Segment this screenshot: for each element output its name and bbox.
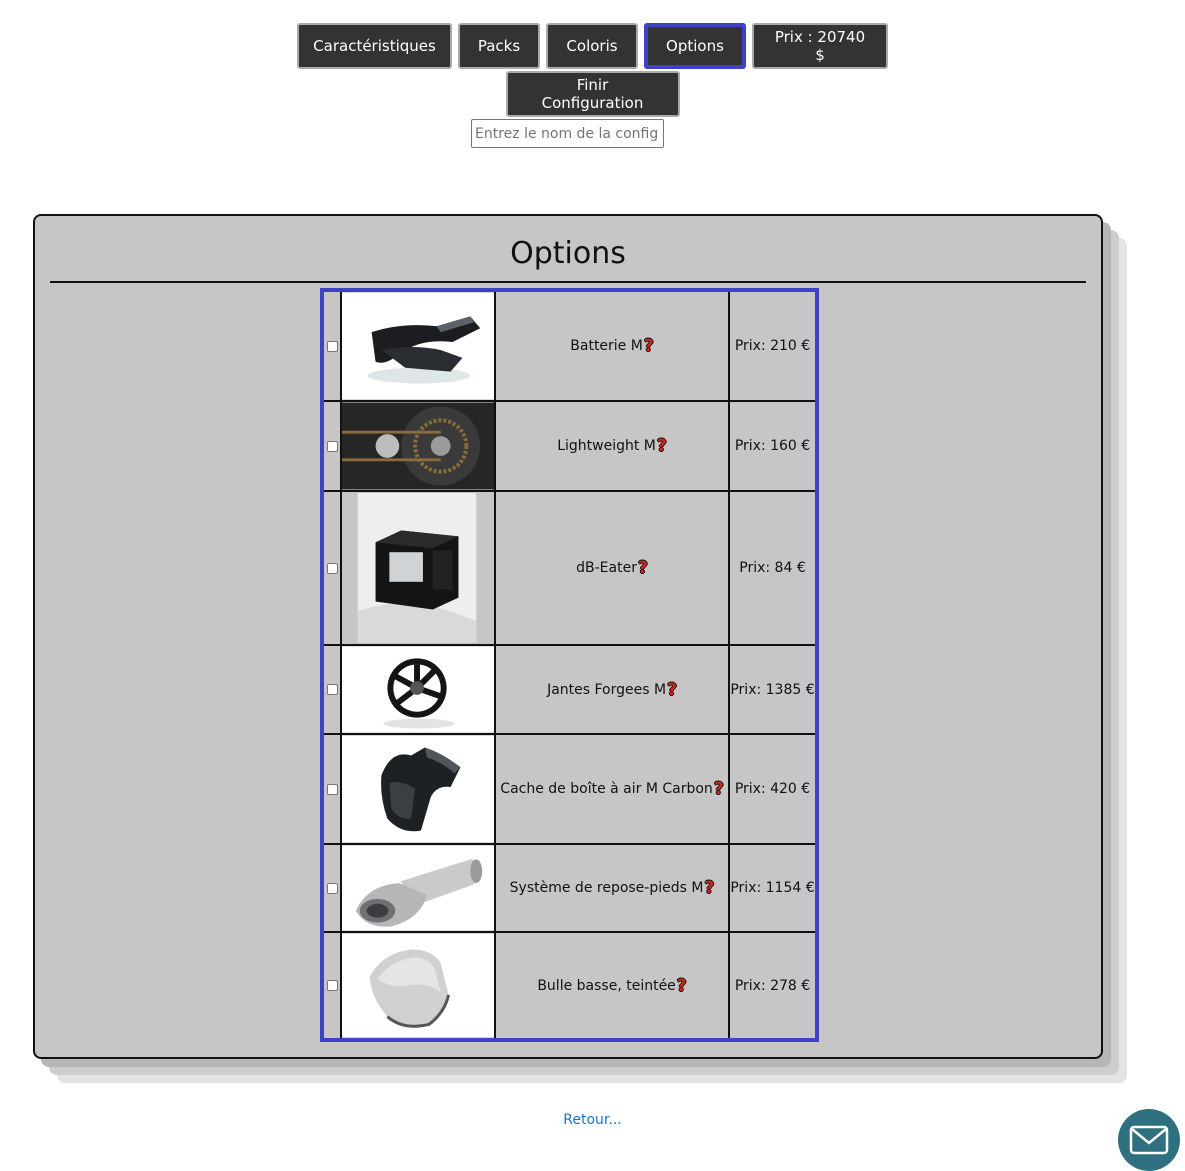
title-divider — [50, 281, 1086, 283]
rear-wheel-chain-icon — [342, 402, 494, 490]
forged-wheel-icon — [342, 646, 494, 733]
option-image — [342, 933, 496, 1038]
battery-icon — [342, 492, 494, 644]
help-icon[interactable]: ? — [667, 679, 677, 700]
table-row — [324, 402, 815, 492]
table-row — [324, 492, 815, 646]
option-checkbox[interactable] — [327, 883, 338, 894]
option-price: Prix: 210 € — [734, 338, 811, 354]
contact-button[interactable] — [1118, 1109, 1180, 1171]
carbon-cover-icon — [342, 735, 494, 843]
help-icon[interactable]: ? — [713, 779, 724, 799]
fairing-part-icon — [342, 292, 494, 400]
option-checkbox[interactable] — [327, 684, 338, 695]
option-name: Lightweight M — [557, 438, 656, 454]
mail-icon — [1129, 1125, 1169, 1155]
options-table — [320, 288, 819, 1042]
option-checkbox[interactable] — [327, 784, 338, 795]
option-checkbox[interactable] — [327, 441, 338, 452]
option-price: Prix: 278 € — [734, 977, 811, 994]
windscreen-icon — [342, 933, 494, 1038]
features-button[interactable]: Caractéristiques — [297, 23, 452, 69]
config-name-input[interactable] — [471, 119, 664, 148]
packs-button[interactable]: Packs — [458, 23, 540, 69]
top-nav — [0, 23, 1185, 69]
option-image — [342, 292, 496, 400]
option-price: Prix: 84 € — [739, 560, 806, 576]
option-price: Prix: 1154 € — [730, 880, 815, 896]
price-button[interactable]: Prix : 20740 $ — [752, 23, 888, 69]
option-price: Prix: 420 € — [734, 781, 811, 797]
option-image — [342, 492, 496, 644]
options-panel — [33, 214, 1103, 1059]
help-icon[interactable]: ? — [656, 436, 667, 456]
option-checkbox[interactable] — [327, 563, 338, 574]
panel-title: Options — [510, 236, 626, 271]
option-checkbox[interactable] — [327, 980, 338, 991]
options-button[interactable]: Options — [644, 23, 746, 69]
help-icon[interactable]: ? — [637, 558, 648, 578]
option-price: Prix: 160 € — [734, 438, 811, 454]
table-row — [324, 292, 815, 402]
option-name: Bulle basse, teintée — [537, 977, 676, 994]
option-name: Jantes Forgees M — [547, 681, 667, 698]
exhaust-pipe-icon — [342, 845, 494, 931]
option-name: Cache de boîte à air M Carbon — [500, 781, 713, 797]
back-link[interactable]: Retour... — [563, 1112, 622, 1128]
option-name: Système de repose-pieds M — [509, 880, 704, 896]
help-icon[interactable]: ? — [676, 975, 687, 996]
option-image — [342, 402, 496, 490]
option-image — [342, 845, 496, 931]
option-price: Prix: 1385 € — [730, 681, 815, 698]
finish-config-button[interactable]: Finir Configuration — [506, 71, 680, 117]
help-icon[interactable]: ? — [643, 336, 654, 356]
finish-row — [0, 71, 1185, 117]
option-name: Batterie M — [570, 338, 643, 354]
colors-button[interactable]: Coloris — [546, 23, 638, 69]
table-row — [324, 933, 815, 1038]
table-row — [324, 845, 815, 933]
option-image — [342, 735, 496, 843]
table-row — [324, 646, 815, 735]
option-checkbox[interactable] — [327, 341, 338, 352]
option-name: dB-Eater — [576, 560, 637, 576]
option-image — [342, 646, 496, 733]
table-row — [324, 735, 815, 845]
help-icon[interactable]: ? — [704, 878, 715, 898]
